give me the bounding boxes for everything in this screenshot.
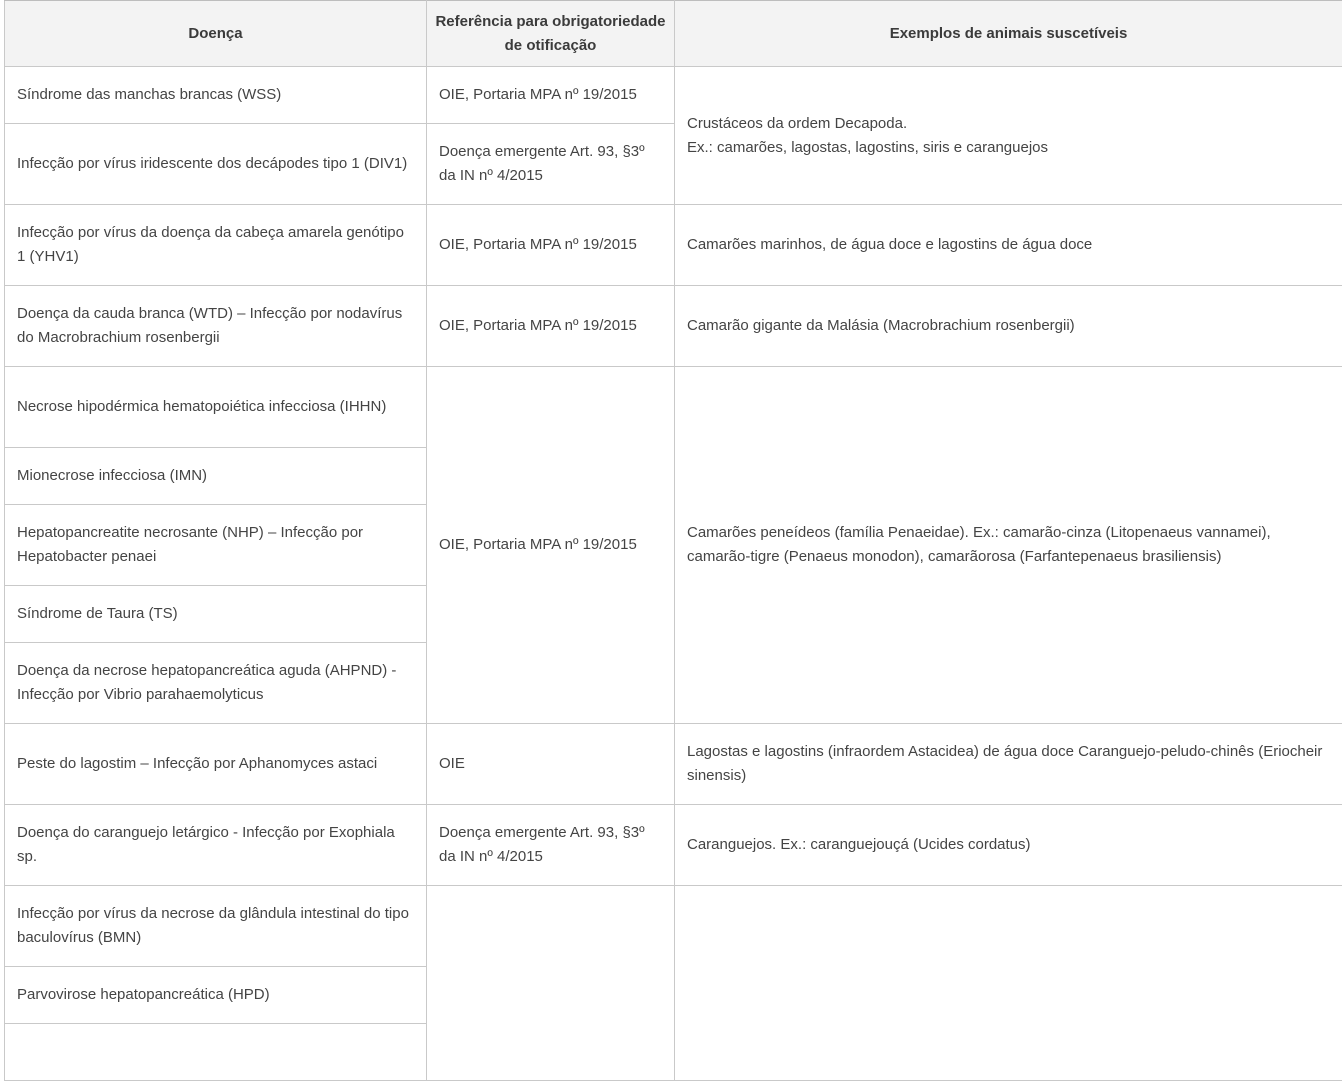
header-examples: Exemplos de animais suscetíveis [675, 1, 1342, 67]
examples-line: Ex.: camarões, lagostas, lagostins, siris e caranguejos [687, 136, 1330, 160]
reference-cell-empty [427, 886, 675, 1081]
disease-cell: Doença da cauda branca (WTD) – Infecção por nodavírus do Macrobrachium rosenbergii [5, 286, 427, 367]
table-row [5, 805, 1342, 886]
disease-cell: Síndrome de Taura (TS) [5, 586, 427, 643]
disease-cell: Necrose hipodérmica hematopoiética infecciosa (IHHN) [5, 367, 427, 448]
examples-line: Crustáceos da ordem Decapoda. [687, 112, 1330, 136]
header-disease: Doença [5, 1, 427, 67]
examples-cell: Camarões marinhos, de água doce e lagostins de água doce [675, 205, 1342, 286]
disease-cell: Doença do caranguejo letárgico - Infecção por Exophiala sp. [5, 805, 427, 886]
table-row [5, 205, 1342, 286]
table-row [5, 286, 1342, 367]
table-row [5, 886, 1342, 967]
reference-cell: OIE, Portaria MPA nº 19/2015 [427, 286, 675, 367]
reference-cell: Doença emergente Art. 93, §3º da IN nº 4/2015 [427, 805, 675, 886]
disease-cell: Doença da necrose hepatopancreática aguda (AHPND) - Infecção por Vibrio parahaemolyticus [5, 643, 427, 724]
disease-cell: Infecção por vírus iridescente dos decápodes tipo 1 (DIV1) [5, 124, 427, 205]
table-header-row [5, 1, 1342, 67]
table-row [5, 724, 1342, 805]
reference-cell: OIE, Portaria MPA nº 19/2015 [427, 205, 675, 286]
reference-cell: OIE [427, 724, 675, 805]
table-row [5, 367, 1342, 448]
disease-cell: Infecção por vírus da doença da cabeça amarela genótipo 1 (YHV1) [5, 205, 427, 286]
examples-cell [675, 67, 1342, 205]
header-reference: Referência para obrigatoriedade de otificação [427, 1, 675, 67]
disease-cell: Síndrome das manchas brancas (WSS) [5, 67, 427, 124]
disease-cell: Peste do lagostim – Infecção por Aphanomyces astaci [5, 724, 427, 805]
examples-cell: Caranguejos. Ex.: caranguejouçá (Ucides cordatus) [675, 805, 1342, 886]
reference-cell: OIE, Portaria MPA nº 19/2015 [427, 67, 675, 124]
reference-cell: OIE, Portaria MPA nº 19/2015 [427, 367, 675, 724]
examples-cell: Lagostas e lagostins (infraordem Astacidea) de água doce Caranguejo-peludo-chinês (Eriocheir sinensis) [675, 724, 1342, 805]
disease-cell-cutoff [5, 1024, 427, 1081]
reference-cell: Doença emergente Art. 93, §3º da IN nº 4/2015 [427, 124, 675, 205]
notifiable-diseases-table [4, 0, 1342, 1081]
disease-cell: Mionecrose infecciosa (IMN) [5, 448, 427, 505]
disease-cell: Parvovirose hepatopancreática (HPD) [5, 967, 427, 1024]
table-row [5, 67, 1342, 124]
examples-cell-empty [675, 886, 1342, 1081]
disease-cell: Hepatopancreatite necrosante (NHP) – Infecção por Hepatobacter penaei [5, 505, 427, 586]
examples-cell: Camarões peneídeos (família Penaeidae). Ex.: camarão-cinza (Litopenaeus vannamei), camarão-tigre (Penaeus monodon), camarãorosa (Farfantepenaeus brasiliensis) [675, 367, 1342, 724]
examples-cell: Camarão gigante da Malásia (Macrobrachium rosenbergii) [675, 286, 1342, 367]
disease-cell: Infecção por vírus da necrose da glândula intestinal do tipo baculovírus (BMN) [5, 886, 427, 967]
